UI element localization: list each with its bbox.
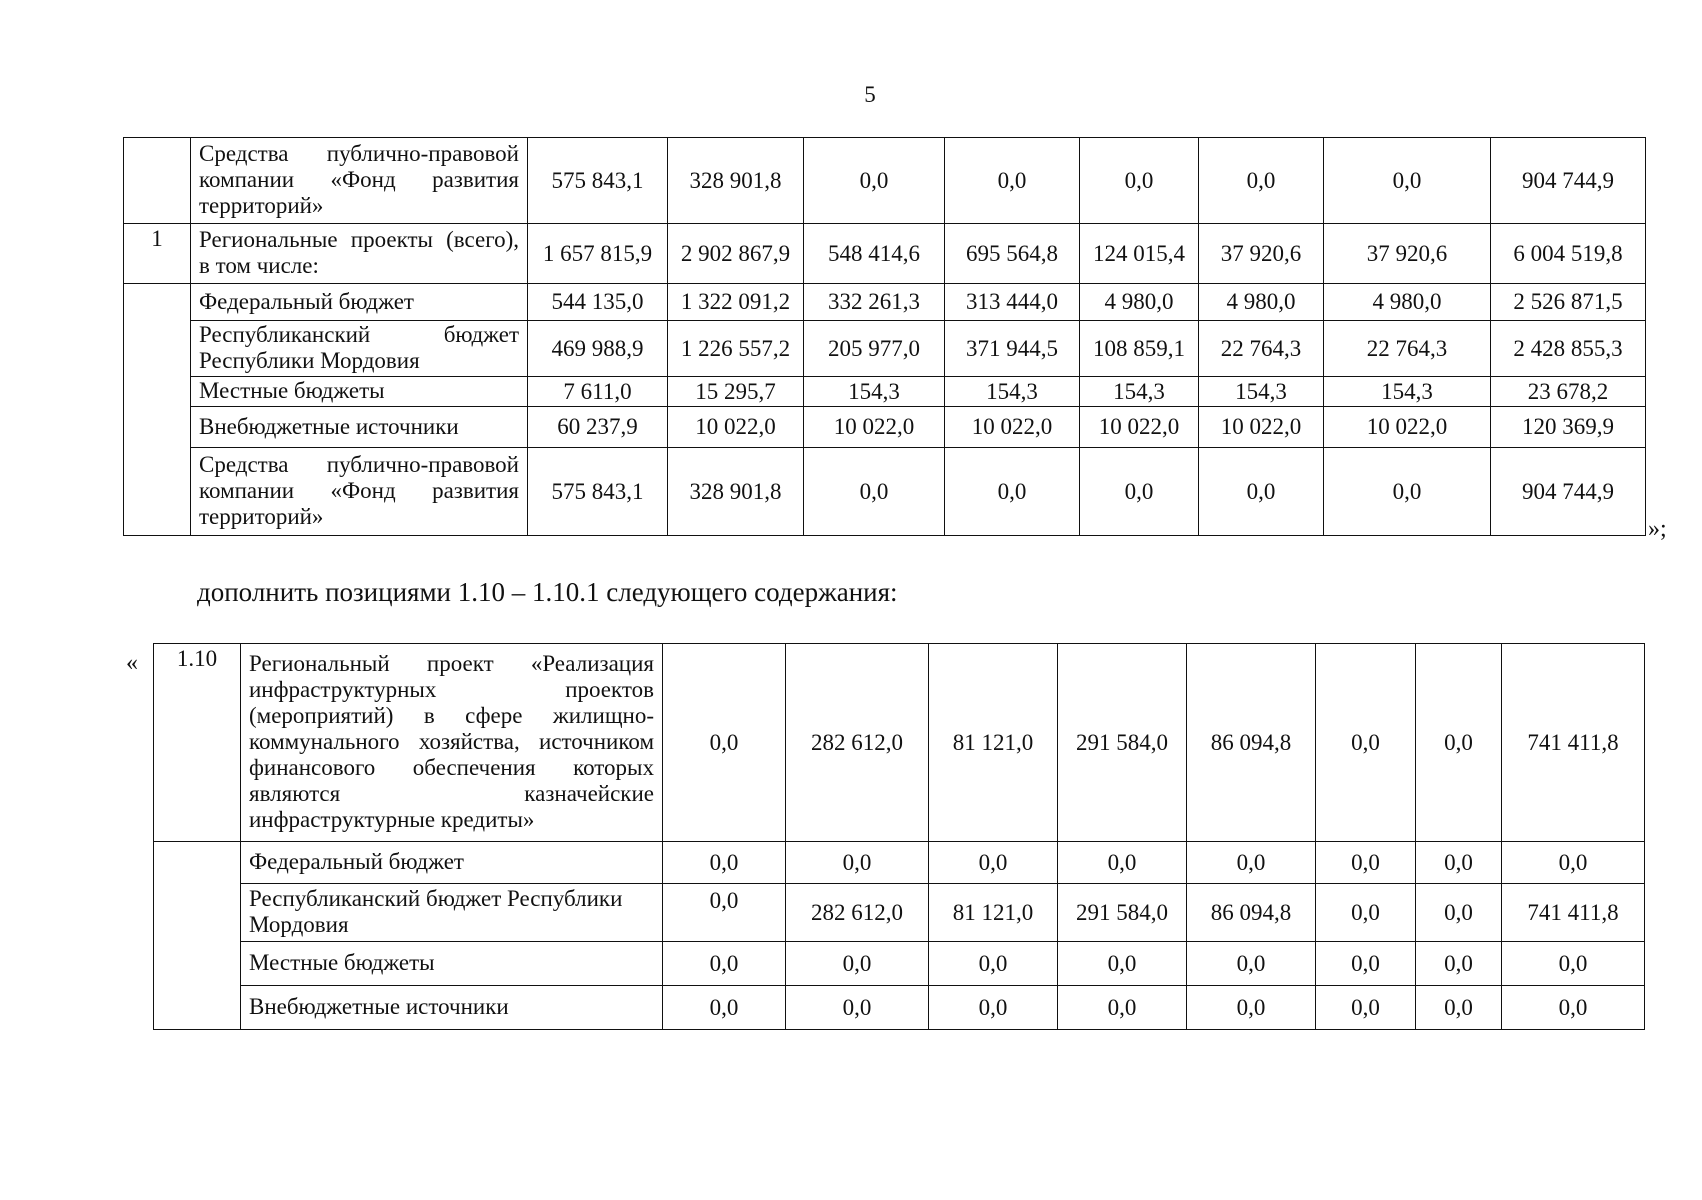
value-cell: 124 015,4 <box>1080 224 1199 284</box>
row-name: Федеральный бюджет <box>241 842 663 884</box>
row-index <box>124 448 191 536</box>
table-row <box>124 224 1646 284</box>
value-cell: 1 226 557,2 <box>668 321 804 377</box>
value-cell: 469 988,9 <box>528 321 668 377</box>
value-cell: 0,0 <box>1187 942 1316 986</box>
row-name: Республиканский бюджет Республики Мордовия <box>191 321 528 377</box>
row-index <box>154 884 241 942</box>
value-cell: 904 744,9 <box>1491 138 1646 224</box>
value-cell: 575 843,1 <box>528 448 668 536</box>
value-cell: 544 135,0 <box>528 284 668 321</box>
value-cell: 0,0 <box>1502 986 1645 1030</box>
value-cell: 0,0 <box>1324 138 1491 224</box>
value-cell: 81 121,0 <box>929 884 1058 942</box>
value-cell: 0,0 <box>786 842 929 884</box>
value-cell: 10 022,0 <box>1199 407 1324 448</box>
value-cell: 0,0 <box>786 942 929 986</box>
table-row <box>154 842 1645 884</box>
value-cell: 154,3 <box>945 377 1080 407</box>
row-index <box>124 377 191 407</box>
value-cell: 0,0 <box>1316 644 1416 842</box>
value-cell: 282 612,0 <box>786 644 929 842</box>
value-cell: 313 444,0 <box>945 284 1080 321</box>
value-cell: 328 901,8 <box>668 448 804 536</box>
value-cell: 328 901,8 <box>668 138 804 224</box>
value-cell: 0,0 <box>1187 842 1316 884</box>
row-name: Внебюджетные источники <box>241 986 663 1030</box>
row-name: Средства публично-правовой компании «Фонд развития территорий» <box>191 138 528 224</box>
table-row <box>124 377 1646 407</box>
value-cell: 0,0 <box>1416 942 1502 986</box>
value-cell: 0,0 <box>1416 884 1502 942</box>
value-cell: 0,0 <box>1058 942 1187 986</box>
value-cell: 120 369,9 <box>1491 407 1646 448</box>
closing-quote: »; <box>1648 516 1667 542</box>
row-name: Внебюджетные источники <box>191 407 528 448</box>
row-name: Региональные проекты (всего), в том числе: <box>191 224 528 284</box>
value-cell: 108 859,1 <box>1080 321 1199 377</box>
row-index <box>154 842 241 884</box>
value-cell: 0,0 <box>1416 644 1502 842</box>
value-cell: 0,0 <box>929 942 1058 986</box>
opening-quote: « <box>126 650 138 676</box>
value-cell: 282 612,0 <box>786 884 929 942</box>
table-row <box>154 644 1645 842</box>
value-cell: 86 094,8 <box>1187 644 1316 842</box>
table-row <box>124 448 1646 536</box>
row-index <box>154 986 241 1030</box>
value-cell: 1 322 091,2 <box>668 284 804 321</box>
table-row <box>124 138 1646 224</box>
value-cell: 291 584,0 <box>1058 884 1187 942</box>
value-cell: 0,0 <box>804 138 945 224</box>
row-name: Федеральный бюджет <box>191 284 528 321</box>
value-cell: 4 980,0 <box>1199 284 1324 321</box>
value-cell: 2 428 855,3 <box>1491 321 1646 377</box>
value-cell: 0,0 <box>929 986 1058 1030</box>
value-cell: 10 022,0 <box>1080 407 1199 448</box>
page-number: 5 <box>864 82 876 107</box>
value-cell: 154,3 <box>1080 377 1199 407</box>
value-cell: 154,3 <box>1199 377 1324 407</box>
row-name: Средства публично-правовой компании «Фонд развития территорий» <box>191 448 528 536</box>
value-cell: 904 744,9 <box>1491 448 1646 536</box>
row-name: Республиканский бюджет Республики Мордовия <box>241 884 663 942</box>
value-cell: 154,3 <box>804 377 945 407</box>
value-cell: 10 022,0 <box>668 407 804 448</box>
value-cell: 0,0 <box>786 986 929 1030</box>
value-cell: 0,0 <box>663 942 786 986</box>
value-cell: 10 022,0 <box>1324 407 1491 448</box>
value-cell: 2 526 871,5 <box>1491 284 1646 321</box>
row-index <box>154 942 241 986</box>
value-cell: 37 920,6 <box>1199 224 1324 284</box>
value-cell: 0,0 <box>1316 942 1416 986</box>
row-index <box>124 321 191 377</box>
value-cell: 60 237,9 <box>528 407 668 448</box>
value-cell: 81 121,0 <box>929 644 1058 842</box>
table-row <box>124 321 1646 377</box>
value-cell: 205 977,0 <box>804 321 945 377</box>
value-cell: 7 611,0 <box>528 377 668 407</box>
row-index <box>124 407 191 448</box>
row-index <box>124 138 191 224</box>
value-cell: 0,0 <box>1316 884 1416 942</box>
value-cell: 0,0 <box>1199 138 1324 224</box>
value-cell: 154,3 <box>1324 377 1491 407</box>
row-name: Региональный проект «Реализация инфраструктурных проектов (мероприятий) в сфере жилищно-коммунального хозяйства, источником финансового обеспечения которых являются казначейские инфраструктурные кредиты» <box>241 644 663 842</box>
value-cell: 1 657 815,9 <box>528 224 668 284</box>
value-cell: 0,0 <box>663 884 786 942</box>
value-cell: 22 764,3 <box>1199 321 1324 377</box>
table-row <box>154 986 1645 1030</box>
value-cell: 741 411,8 <box>1502 644 1645 842</box>
value-cell: 0,0 <box>663 842 786 884</box>
value-cell: 741 411,8 <box>1502 884 1645 942</box>
value-cell: 2 902 867,9 <box>668 224 804 284</box>
row-index: 1 <box>124 224 191 284</box>
value-cell: 4 980,0 <box>1324 284 1491 321</box>
value-cell: 0,0 <box>1058 986 1187 1030</box>
row-index <box>124 284 191 321</box>
value-cell: 0,0 <box>945 138 1080 224</box>
value-cell: 548 414,6 <box>804 224 945 284</box>
value-cell: 37 920,6 <box>1324 224 1491 284</box>
value-cell: 0,0 <box>1316 842 1416 884</box>
value-cell: 22 764,3 <box>1324 321 1491 377</box>
table-row <box>154 942 1645 986</box>
value-cell: 0,0 <box>1502 942 1645 986</box>
value-cell: 332 261,3 <box>804 284 945 321</box>
row-index: 1.10 <box>154 644 241 842</box>
table-row <box>124 284 1646 321</box>
budget-table-new-positions <box>153 643 1645 1030</box>
value-cell: 86 094,8 <box>1187 884 1316 942</box>
value-cell: 291 584,0 <box>1058 644 1187 842</box>
value-cell: 4 980,0 <box>1080 284 1199 321</box>
value-cell: 0,0 <box>945 448 1080 536</box>
value-cell: 15 295,7 <box>668 377 804 407</box>
budget-table-continuation <box>123 137 1646 536</box>
value-cell: 575 843,1 <box>528 138 668 224</box>
value-cell: 695 564,8 <box>945 224 1080 284</box>
value-cell: 0,0 <box>1080 448 1199 536</box>
value-cell: 0,0 <box>1080 138 1199 224</box>
value-cell: 23 678,2 <box>1491 377 1646 407</box>
row-name: Местные бюджеты <box>191 377 528 407</box>
table-row <box>124 407 1646 448</box>
value-cell: 0,0 <box>1199 448 1324 536</box>
value-cell: 0,0 <box>1187 986 1316 1030</box>
value-cell: 0,0 <box>804 448 945 536</box>
value-cell: 0,0 <box>663 986 786 1030</box>
value-cell: 0,0 <box>1416 986 1502 1030</box>
table-row <box>154 884 1645 942</box>
value-cell: 0,0 <box>1416 842 1502 884</box>
value-cell: 0,0 <box>929 842 1058 884</box>
value-cell: 0,0 <box>663 644 786 842</box>
amendment-instruction: дополнить позициями 1.10 – 1.10.1 следующего содержания: <box>197 577 898 607</box>
value-cell: 10 022,0 <box>945 407 1080 448</box>
value-cell: 10 022,0 <box>804 407 945 448</box>
value-cell: 6 004 519,8 <box>1491 224 1646 284</box>
value-cell: 0,0 <box>1502 842 1645 884</box>
value-cell: 0,0 <box>1324 448 1491 536</box>
row-name: Местные бюджеты <box>241 942 663 986</box>
value-cell: 371 944,5 <box>945 321 1080 377</box>
value-cell: 0,0 <box>1316 986 1416 1030</box>
value-cell: 0,0 <box>1058 842 1187 884</box>
